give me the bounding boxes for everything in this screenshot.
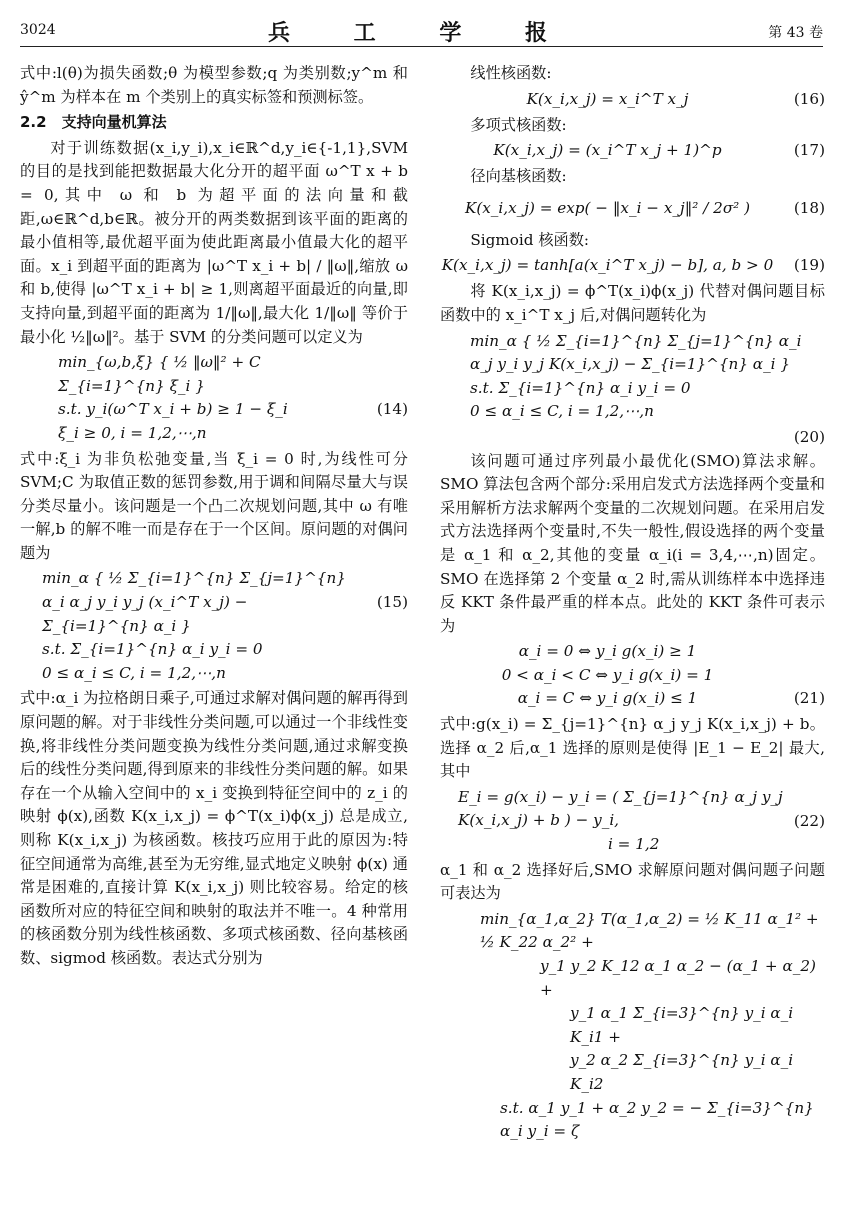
- equation-22-index: i = 1,2: [608, 835, 660, 854]
- equation-20-constraint: s.t. Σ_{i=1}^{n} α_i y_i = 0: [470, 378, 691, 397]
- equation-19: [440, 254, 825, 278]
- right-column: [440, 62, 825, 1146]
- equation-15-constraint: s.t. Σ_{i=1}^{n} α_i y_i = 0: [42, 640, 263, 659]
- equation-23-constraint: s.t. α_1 y_1 + α_2 y_2 = − Σ_{i=3}^{n} α_i y_i = ζ: [500, 1098, 814, 1141]
- paragraph-g-definition: 式中:g(x_i) = Σ_{j=1}^{n} α_j y_j K(x_i,x_j) + b。选择 α_2 后,α_1 选择的原则是使得 |E_1 − E_2| 最大,其中: [440, 715, 825, 781]
- equation-22-error: E_i = g(x_i) − y_i = ( Σ_{j=1}^{n} α_j y_j K(x_i,x_j) + b ) − y_i,: [458, 787, 783, 830]
- equation-18-body: K(x_i,x_j) = exp( − ‖x_i − x_j‖² / 2σ² ): [464, 198, 751, 217]
- sigmoid-kernel-label: Sigmoid 核函数:: [470, 230, 590, 249]
- equation-18: [440, 197, 825, 221]
- equation-22: [440, 786, 825, 857]
- paragraph-loss-definition: 式中:l(θ)为损失函数;θ 为模型参数;q 为类别数;y^m 和 ŷ^m 为样本在 m 个类别上的真实标签和预测标签。: [20, 64, 408, 106]
- equation-14-number: (14): [376, 400, 408, 419]
- paragraph-kernel-explanation: 式中:α_i 为拉格朗日乘子,可通过求解对偶问题的解再得到原问题的解。对于非线性分类问题,可以通过一个非线性变换,将非线性分类问题变换为线性分类问题,通过求解变换后的线性分类问题,得到原来的非线性分类问题的解。如果存在一个从输入空间中的 x_i 变换到特征空间中的 z_i 的映射 ϕ(x),函数 K(x_i,x_j) = ϕ^T(x_i)ϕ(x_j) 总是成立,则称 K(x_i,x_j) 为核函数。核技巧应用于此的原因为:特征空间通常为高维,甚至为无穷维,显式地定义映射 ϕ(x) 通常是困难的,直接计算 K(x_i,x_j) 则比较容易。给定的核函数所对应的特征空间和映射的取法并不唯一。4 种常用的核函数分别为线性核函数、多项式核函数、径向基核函数、sigmod 核函数。表达式分别为: [20, 689, 408, 967]
- equation-14-objective: min_{ω,b,ξ} { ½ ‖ω‖² + C Σ_{i=1}^{n} ξ_i }: [58, 353, 261, 395]
- equation-23-term-4: y_2 α_2 Σ_{i=3}^{n} y_i α_i K_i2: [570, 1051, 794, 1093]
- paragraph-kernel-substitution: 将 K(x_i,x_j) = ϕ^T(x_i)ϕ(x_j) 代替对偶问题目标函数中的 x_i^T x_j 后,对偶问题转化为: [440, 282, 825, 324]
- volume-label: 第 43 卷: [768, 25, 823, 41]
- equation-19-number: (19): [793, 256, 825, 275]
- equation-20-number: (20): [793, 427, 825, 446]
- equation-21: [440, 640, 825, 711]
- paragraph-slack-explanation: 式中:ξ_i 为非负松弛变量,当 ξ_i = 0 时,为线性可分 SVM;C 为取值正数的惩罚参数,用于调和间隔尽量大与误分类尽量小。该问题是一个凸二次规划问题,其中 ω 有唯一解,b 的解不唯一而是存在于一个区间。原问题的对偶问题为: [20, 449, 408, 562]
- page-header: [20, 18, 823, 47]
- paragraph-svm-intro: 对于训练数据(x_i,y_i),x_i∈ℝ^d,y_i∈{-1,1},SVM 的目的是找到能把数据最大化分开的超平面 ω^T x + b = 0,其中 ω 和 b 为超平面的法向量和截距,ω∈ℝ^d,b∈ℝ。被分开的两类数据到该平面的距离的最小值相等,最优超平面为使此距离最小值最大化的超平面。x_i 到超平面的距离为 |ω^T x_i + b| / ‖ω‖,缩放 ω 和 b,使得 |ω^T x_i + b| ≥ 1,则离超平面最近的向量,即支持向量,到超平面的距离为 1/‖ω‖,最大化 1/‖ω‖ 等价于最小化 ½‖ω‖²。基于 SVM 的分类问题可以定义为: [20, 138, 408, 346]
- page-number: 3024: [20, 22, 56, 38]
- equation-20-bounds: 0 ≤ α_i ≤ C, i = 1,2,⋯,n: [470, 402, 654, 421]
- equation-16: [440, 88, 825, 112]
- equation-23-term-2: y_1 y_2 K_12 α_1 α_2 − (α_1 + α_2) +: [540, 957, 816, 999]
- equation-21-case-c: α_i = C ⇔ y_i g(x_i) ≤ 1: [517, 689, 698, 708]
- equation-23-objective: min_{α_1,α_2} T(α_1,α_2) = ½ K_11 α_1² + ½ K_22 α_2² +: [480, 909, 819, 952]
- equation-23: [440, 908, 825, 1144]
- equation-15: [20, 567, 408, 685]
- equation-21-number: (21): [793, 689, 825, 708]
- equation-15-objective: min_α { ½ Σ_{i=1}^{n} Σ_{j=1}^{n} α_i α_j y_i y_j (x_i^T x_j) − Σ_{i=1}^{n} α_i }: [42, 569, 346, 635]
- journal-title: 兵 工 学 报: [268, 20, 575, 46]
- equation-14: [20, 351, 408, 445]
- equation-20: [440, 330, 825, 424]
- equation-19-body: K(x_i,x_j) = tanh[a(x_i^T x_j) − b], a, b > 0: [441, 256, 774, 275]
- section-heading-svm: 2.2 支持向量机算法: [20, 113, 167, 132]
- equation-17-number: (17): [793, 141, 825, 160]
- equation-21-case-zero: α_i = 0 ⇔ y_i g(x_i) ≥ 1: [518, 642, 697, 661]
- equation-23-term-3: y_1 α_1 Σ_{i=3}^{n} y_i α_i K_i1 +: [570, 1004, 794, 1046]
- equation-14-slack: ξ_i ≥ 0, i = 1,2,⋯,n: [58, 423, 207, 442]
- equation-14-constraint: s.t. y_i(ω^T x_i + b) ≥ 1 − ξ_i: [58, 400, 288, 419]
- paragraph-smo: 该问题可通过序列最小最优化(SMO)算法求解。SMO 算法包含两个部分:采用启发式方法选择两个变量和采用解析方法求解两个变量的二次规划问题。在采用启发式方法选择两个变量时,不失一般性,假设选择的两个变量是 α_1 和 α_2,其他的变量 α_i(i = 3,4,⋯,n)固定。SMO 在选择第 2 个变量 α_2 时,需从训练样本中选择违反 KKT 条件最严重的样本点。此处的 KKT 条件可表示为: [440, 451, 825, 635]
- equation-17: [440, 139, 825, 163]
- poly-kernel-label: 多项式核函数:: [470, 115, 567, 134]
- equation-15-number: (15): [376, 593, 408, 612]
- equation-16-body: K(x_i,x_j) = x_i^T x_j: [526, 89, 689, 108]
- paragraph-subproblem: α_1 和 α_2 选择好后,SMO 求解原问题对偶问题子问题可表达为: [440, 860, 825, 903]
- equation-16-number: (16): [793, 89, 825, 108]
- equation-22-number: (22): [793, 811, 825, 830]
- left-column: [20, 62, 408, 971]
- equation-15-bounds: 0 ≤ α_i ≤ C, i = 1,2,⋯,n: [42, 663, 226, 682]
- equation-17-body: K(x_i,x_j) = (x_i^T x_j + 1)^p: [493, 141, 722, 160]
- linear-kernel-label: 线性核函数:: [470, 64, 552, 82]
- equation-20-objective: min_α { ½ Σ_{i=1}^{n} Σ_{j=1}^{n} α_i α_j y_i y_j K(x_i,x_j) − Σ_{i=1}^{n} α_i }: [470, 331, 802, 374]
- rbf-kernel-label: 径向基核函数:: [470, 167, 567, 186]
- equation-21-case-middle: 0 < α_i < C ⇔ y_i g(x_i) = 1: [501, 665, 714, 684]
- equation-18-number: (18): [793, 198, 825, 217]
